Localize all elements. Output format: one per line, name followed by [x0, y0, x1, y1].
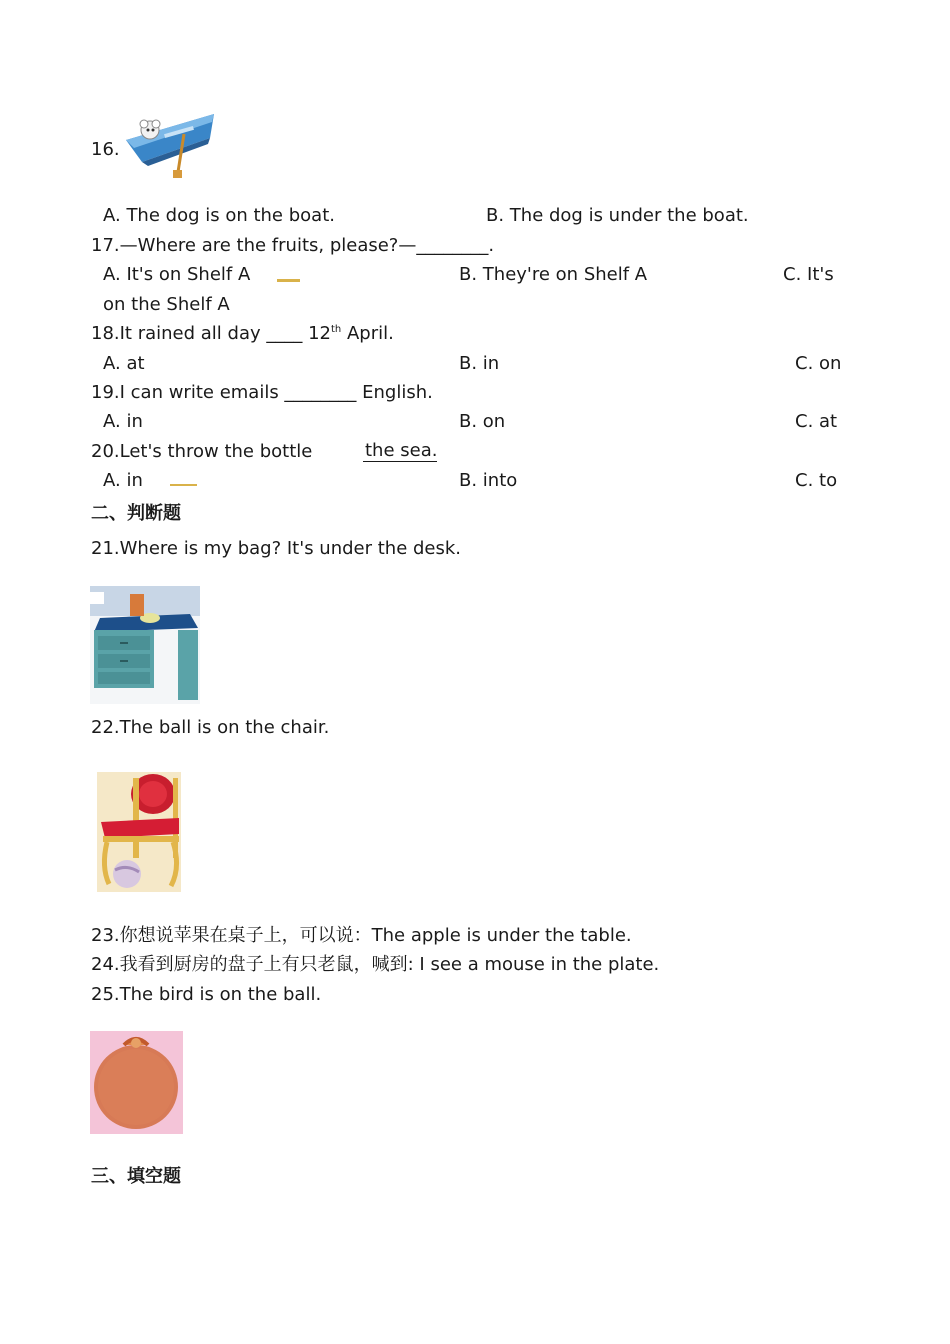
q24-stem: 24.我看到厨房的盘子上有只老鼠，喊到: I see a mouse in the plate. [91, 954, 660, 975]
q18-stem-sup: th [331, 324, 342, 335]
q19-option-a: A. in [103, 411, 143, 432]
chair-ball-image [97, 772, 181, 892]
q17-option-c-continued: on the Shelf A [103, 294, 230, 315]
highlight-mark [277, 279, 300, 282]
q19-stem: 19.I can write emails ________ English. [91, 382, 433, 403]
q20-stem-pre: 20.Let's throw the bottle [91, 441, 313, 462]
q17-option-a: A. It's on Shelf A [103, 264, 251, 285]
q20-option-a: A. in [103, 470, 143, 491]
q22-stem: 22.The ball is on the chair. [91, 717, 330, 738]
q17-stem: 17.—Where are the fruits, please?—________. [91, 235, 495, 256]
q20-option-c: C. to [795, 470, 838, 491]
q18-stem-pre: 18.It rained all day ____ 12 [91, 323, 331, 344]
desk-bag-image [90, 586, 200, 704]
q16-number: 16. [91, 139, 120, 160]
q17-option-c: C. It's [783, 264, 834, 285]
bird-ball-image [90, 1031, 183, 1134]
q20-stem-post: the sea. [365, 440, 438, 461]
q21-stem: 21.Where is my bag? It's under the desk. [91, 538, 462, 559]
q23-stem: 23.你想说苹果在桌子上，可以说：The apple is under the table. [91, 925, 632, 946]
q16-option-b: B. The dog is under the boat. [486, 205, 749, 226]
q18-option-b: B. in [459, 353, 500, 374]
section-heading-judgement: 二、判断题 [91, 503, 181, 524]
section-heading-fill-in: 三、填空题 [91, 1166, 181, 1187]
q20-option-b: B. into [459, 470, 518, 491]
q16-option-a: A. The dog is on the boat. [103, 205, 335, 226]
q19-option-b: B. on [459, 411, 506, 432]
q18-stem [91, 323, 394, 345]
q19-option-c: C. at [795, 411, 838, 432]
q18-option-c: C. on [795, 353, 842, 374]
boat-dog-image [122, 110, 218, 180]
q17-option-b: B. They're on Shelf A [459, 264, 648, 285]
q18-stem-post: April. [341, 323, 394, 344]
highlight-mark [170, 484, 197, 486]
q18-option-a: A. at [103, 353, 145, 374]
q25-stem: 25.The bird is on the ball. [91, 984, 322, 1005]
